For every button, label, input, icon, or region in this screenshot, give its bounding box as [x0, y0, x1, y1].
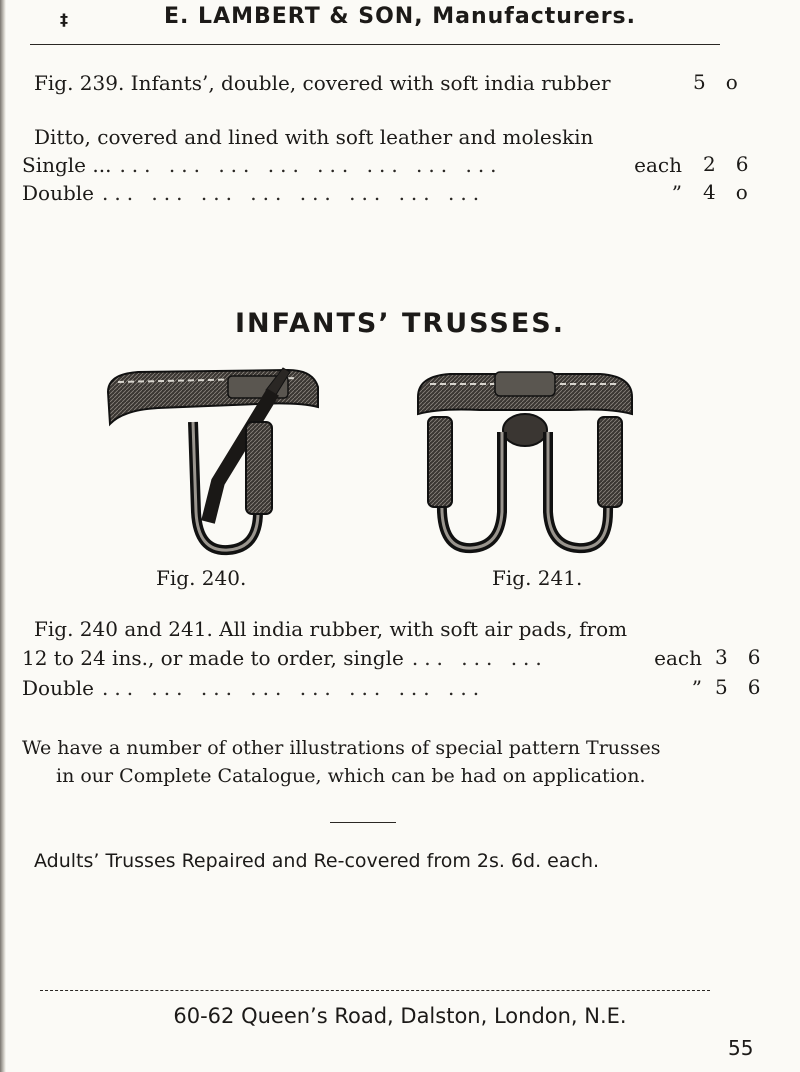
header-mark: ‡: [60, 10, 69, 29]
footer-rule: [40, 990, 710, 991]
single-price: [703, 152, 748, 176]
single-label: Single ...: [22, 153, 112, 177]
ditto-line: [34, 124, 734, 150]
catalogue-notice-line1: We have a number of other illustrations of special pattern Trusses: [22, 737, 661, 759]
double-unit: ”: [671, 181, 682, 205]
fig240-241-description: [34, 616, 734, 642]
page-number: 55: [728, 1036, 754, 1060]
rubber-double-pence: 6: [747, 675, 761, 699]
page-binding-edge: [0, 0, 6, 1072]
rubber-single-dots: ... ... ...: [411, 646, 548, 670]
fig239-price: [693, 70, 738, 94]
single-pence: 6: [735, 152, 749, 176]
fig239-line: [34, 70, 734, 96]
header-rule: [30, 44, 720, 45]
description-line1: Fig. 240 and 241. All india rubber, with soft air pads, from: [34, 617, 628, 641]
fig241-label: Fig. 241.: [492, 566, 583, 590]
rubber-double-label: Double: [22, 676, 94, 700]
double-row: [22, 180, 682, 206]
rubber-single-shillings: 3: [715, 645, 728, 669]
rubber-single-price: [715, 645, 760, 669]
fig240-truss-illustration: [98, 362, 328, 562]
ditto-text: Ditto, covered and lined with soft leather and moleskin: [34, 125, 594, 149]
double-label: Double: [22, 181, 94, 205]
double-pence: o: [735, 180, 748, 204]
fig240-label: Fig. 240.: [156, 566, 247, 590]
rubber-single-pence: 6: [747, 645, 761, 669]
single-unit: each: [634, 153, 682, 177]
notice-divider: [330, 822, 396, 823]
rubber-double-shillings: 5: [715, 675, 728, 699]
rubber-double-dots: ... ... ... ... ... ... ... ...: [102, 676, 486, 700]
single-row: [22, 152, 682, 178]
page-header: [0, 4, 800, 29]
double-price: [703, 180, 748, 204]
double-shillings: 4: [703, 180, 716, 204]
footer-address: 60-62 Queen’s Road, Dalston, London, N.E.: [173, 1004, 627, 1028]
rubber-double-unit: ”: [691, 676, 702, 700]
fig241-truss-illustration: [410, 362, 640, 562]
section-heading: INFANTS’ TRUSSES.: [235, 308, 565, 339]
fig239-pence: o: [725, 70, 738, 94]
rubber-single-label: 12 to 24 ins., or made to order, single: [22, 646, 404, 670]
rubber-single-row: [22, 645, 702, 671]
double-dots: ... ... ... ... ... ... ... ...: [102, 181, 486, 205]
rubber-double-price: [715, 675, 760, 699]
catalogue-notice-line2: in our Complete Catalogue, which can be had on application.: [56, 765, 646, 787]
fig239-shillings: 5: [693, 70, 706, 94]
header-title: E. LAMBERT & SON, Manufacturers.: [164, 4, 636, 29]
adults-repair-line: Adults’ Trusses Repaired and Re-covered from 2s. 6d. each.: [34, 850, 600, 872]
fig239-text: Fig. 239. Infants’, double, covered with soft india rubber: [34, 71, 611, 95]
rubber-single-unit: each: [654, 646, 702, 670]
single-shillings: 2: [703, 152, 716, 176]
rubber-double-row: [22, 675, 702, 701]
single-dots: ... ... ... ... ... ... ... ...: [119, 153, 503, 177]
